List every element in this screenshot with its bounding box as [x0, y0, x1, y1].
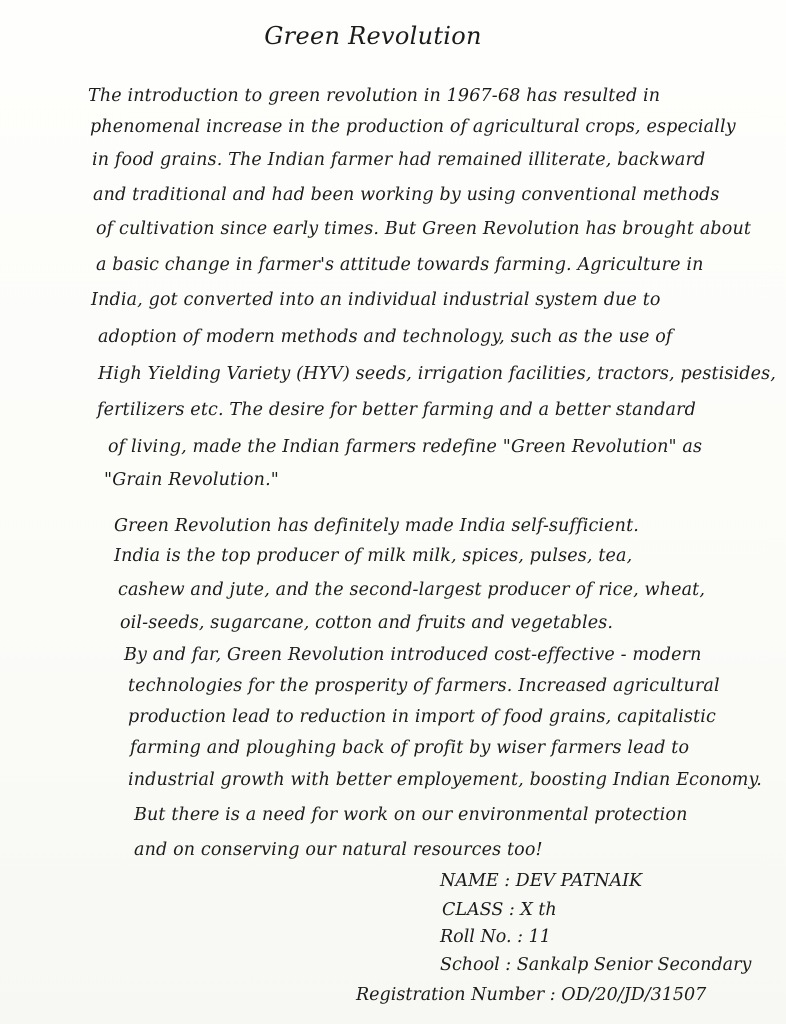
- text-line: fertilizers etc. The desire for better farming and a better standard: [97, 400, 696, 420]
- text-line: of cultivation since early times. But Green Revolution has brought about: [96, 219, 752, 239]
- school-name: School : Sankalp Senior Secondary: [440, 955, 752, 975]
- text-line: production lead to reduction in import of food grains, capitalistic: [128, 707, 716, 727]
- text-line: The introduction to green revolution in 1967-68 has resulted in: [88, 86, 661, 106]
- text-line: By and far, Green Revolution introduced cost-effective - modern: [124, 645, 702, 665]
- text-line: adoption of modern methods and technology, such as the use of: [98, 327, 673, 347]
- text-line: phenomenal increase in the production of agricultural crops, especially: [90, 117, 736, 137]
- text-line: a basic change in farmer's attitude towards farming. Agriculture in: [96, 255, 704, 275]
- text-line: oil-seeds, sugarcane, cotton and fruits and vegetables.: [120, 613, 614, 633]
- roll-number: Roll No. : 11: [440, 927, 551, 947]
- page-title: Green Revolution: [264, 22, 482, 50]
- registration-number: Registration Number : OD/20/JD/31507: [356, 985, 707, 1005]
- text-line: of living, made the Indian farmers redefine "Green Revolution" as: [108, 437, 703, 457]
- text-line: in food grains. The Indian farmer had remained illiterate, backward: [92, 150, 706, 170]
- text-line: and on conserving our natural resources too!: [134, 840, 543, 860]
- student-name: NAME : DEV PATNAIK: [440, 871, 643, 891]
- text-line: cashew and jute, and the second-largest producer of rice, wheat,: [118, 580, 706, 600]
- text-line: Green Revolution has definitely made India self-sufficient.: [114, 516, 639, 536]
- text-line: But there is a need for work on our environmental protection: [134, 805, 688, 825]
- text-line: farming and ploughing back of profit by wiser farmers lead to: [130, 738, 690, 758]
- text-line: India, got converted into an individual industrial system due to: [91, 290, 661, 310]
- text-line: "Grain Revolution.": [104, 470, 279, 490]
- text-line: and traditional and had been working by using conventional methods: [93, 185, 720, 205]
- text-line: industrial growth with better employement, boosting Indian Economy.: [128, 770, 762, 790]
- student-class: CLASS : X th: [442, 900, 557, 920]
- text-line: High Yielding Variety (HYV) seeds, irrigation facilities, tractors, pestisides,: [98, 364, 776, 384]
- text-line: technologies for the prosperity of farmers. Increased agricultural: [128, 676, 720, 696]
- text-line: India is the top producer of milk milk, spices, pulses, tea,: [114, 546, 633, 566]
